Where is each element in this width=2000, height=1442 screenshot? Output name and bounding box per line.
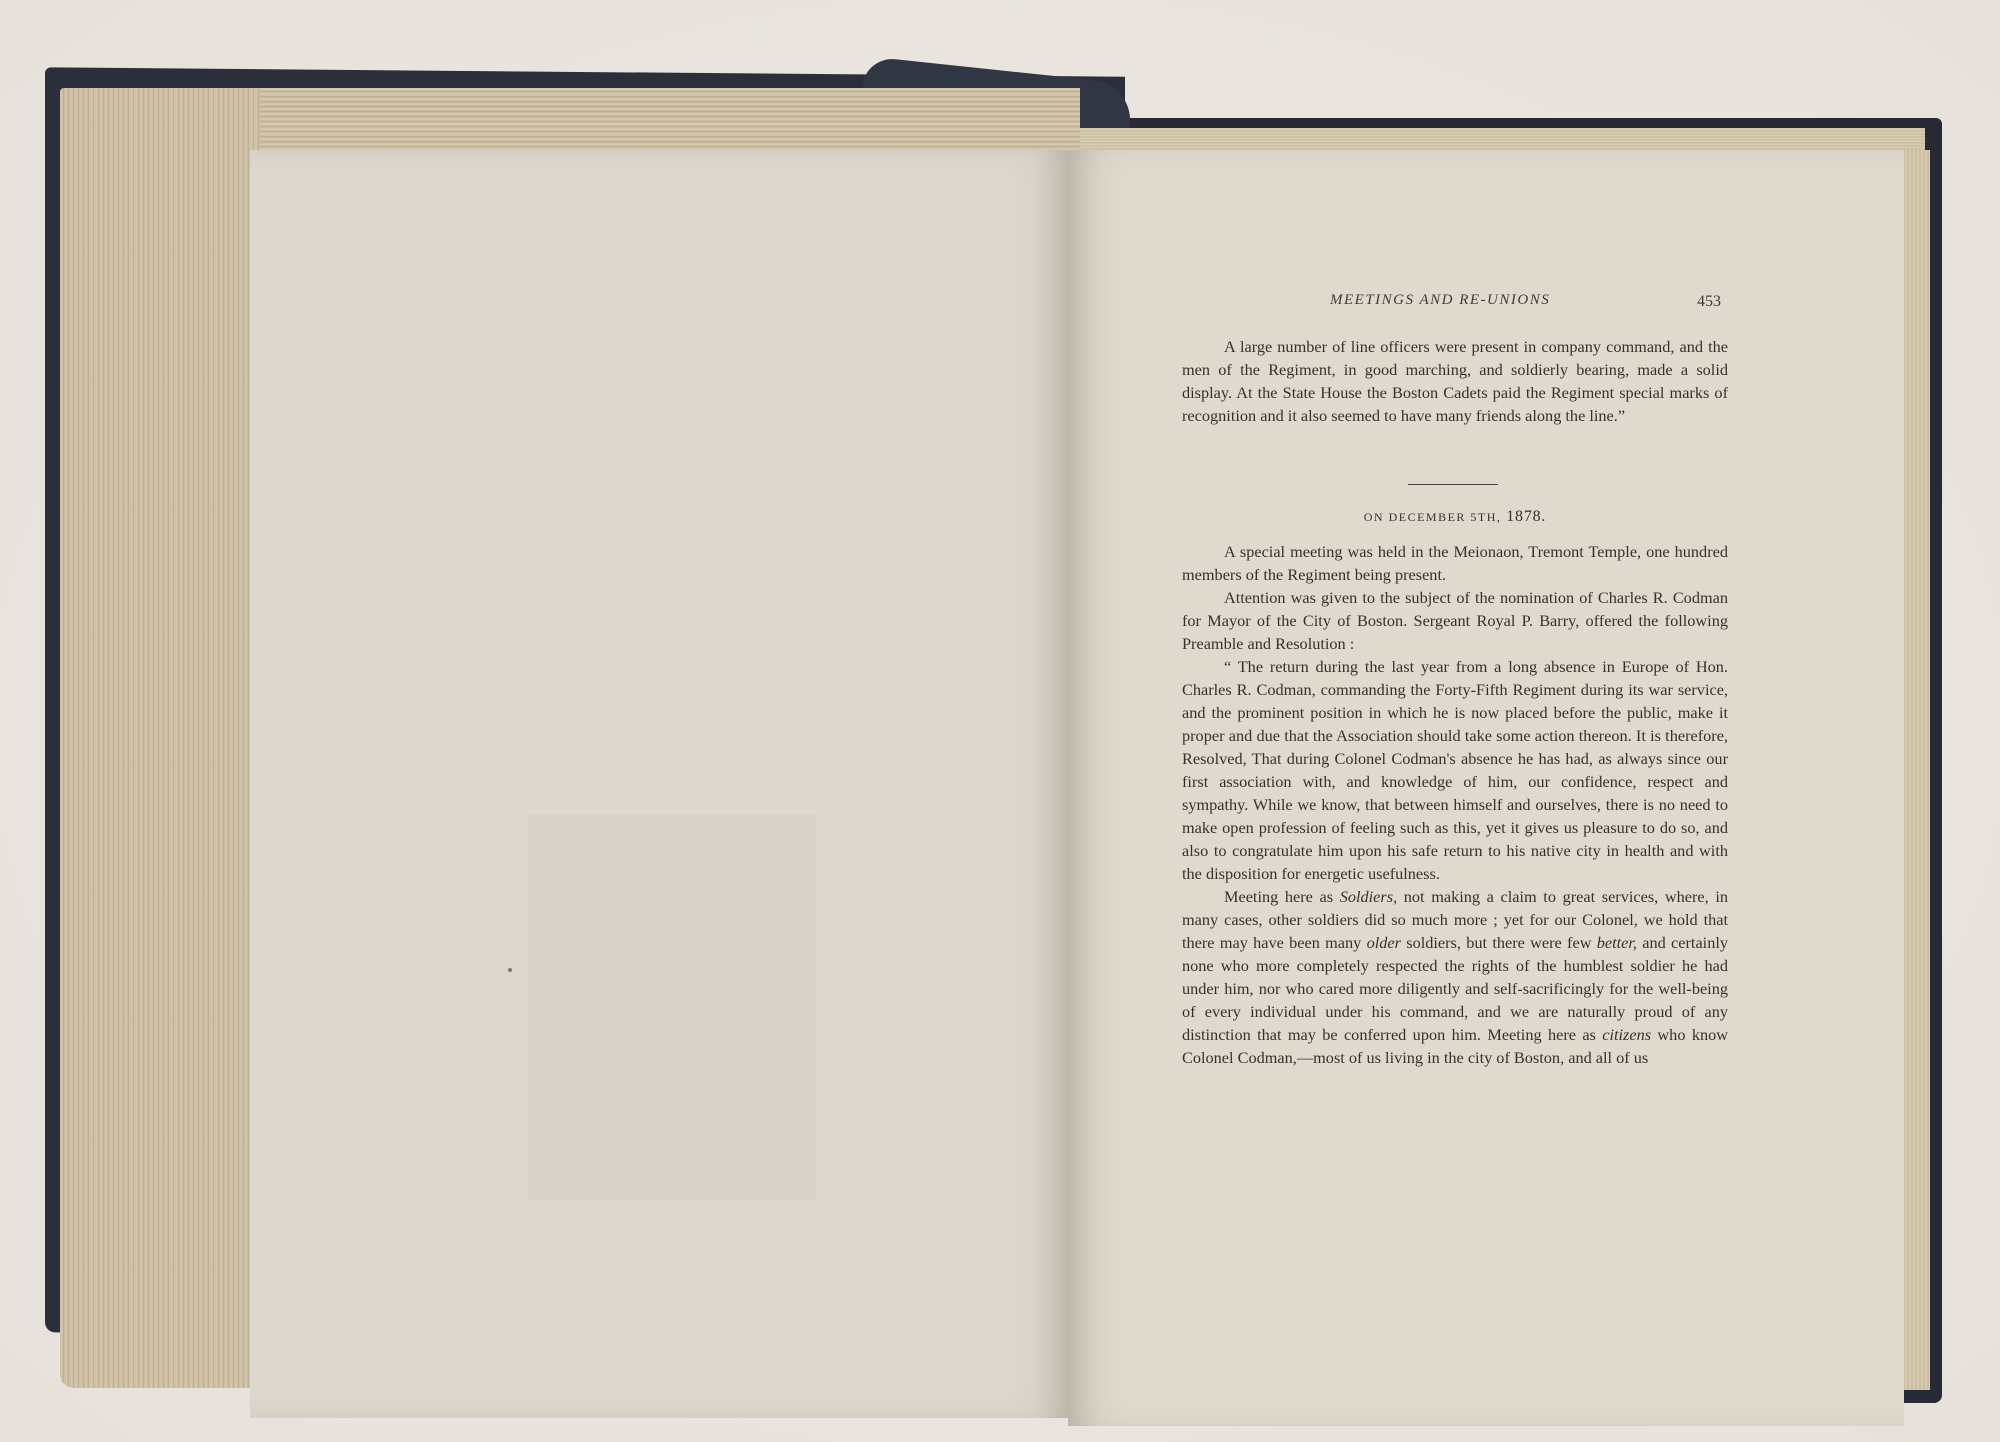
section-heading: [1182, 508, 1728, 526]
text-run: not making a claim to great services, where, in many cases, other soldiers did so much more ; yet for our Colonel, we hold that there may have been many: [1182, 887, 1728, 952]
page-number: 453: [1697, 293, 1721, 310]
italic-run: older: [1366, 933, 1401, 952]
text-run: who know Colonel Codman,—most of us living in the city of Boston, and all of us: [1182, 1025, 1728, 1067]
text-block-main: [1182, 540, 1728, 1069]
italic-run: Soldiers,: [1339, 887, 1398, 906]
paragraph-mixed: [1182, 885, 1728, 1069]
heading-date: ON DECEMBER 5TH,: [1363, 510, 1502, 524]
italic-run: citizens: [1602, 1025, 1652, 1044]
text-run: soldiers, but there were few: [1400, 933, 1597, 952]
show-through-plate: [528, 815, 816, 1200]
paragraph: A large number of line officers were present in company command, and the men of the Regiment, in good marching, and soldierly bearing, made a solid display. At the State House the Boston Cadets paid the Regiment special marks of recognition and it also seemed to have many friends along the line.”: [1182, 337, 1728, 425]
running-head: MEETINGS AND RE-UNIONS: [1330, 292, 1551, 308]
text-run: Meeting here as: [1224, 887, 1340, 906]
italic-run: better,: [1596, 933, 1637, 952]
paper-speck: [508, 968, 512, 972]
section-divider: [1408, 484, 1498, 485]
paragraph-quote: “ The return during the last year from a long absence in Europe of Hon. Charles R. Codman, commanding the Forty-Fifth Regiment during its war service, and the prominent position in which he is now placed before the public, make it proper and due that the Association should take some action thereon. It is therefore, Resolved, That during Colonel Codman's absence he has had, as always since our first association with, and knowledge of him, our confidence, respect and sympathy. While we know, that between himself and ourselves, there is no need to make open profession of feeling such as this, yet it gives us pleasure to do so, and also to congratulate him upon his safe return to his native city in health and with the disposition for energetic usefulness.: [1182, 657, 1728, 883]
text-block-top: [1182, 335, 1728, 427]
text-run: and certainly none who more completely respected the rights of the humblest soldier he had under him, nor who cared more diligently and self-sacrificingly for the well-being of every individual under his command, and we are naturally proud of any distinction that may be conferred upon him. Meeting here as: [1182, 933, 1728, 1044]
page-edges-left: [60, 88, 260, 1388]
heading-year: 1878.: [1506, 508, 1547, 525]
left-page-blank: [250, 150, 1070, 1418]
paragraph: A special meeting was held in the Meionaon, Tremont Temple, one hundred members of the Regiment being present.: [1182, 542, 1728, 584]
paragraph: Attention was given to the subject of the nomination of Charles R. Codman for Mayor of the City of Boston. Sergeant Royal P. Barry, offered the following Preamble and Resolution :: [1182, 588, 1728, 653]
